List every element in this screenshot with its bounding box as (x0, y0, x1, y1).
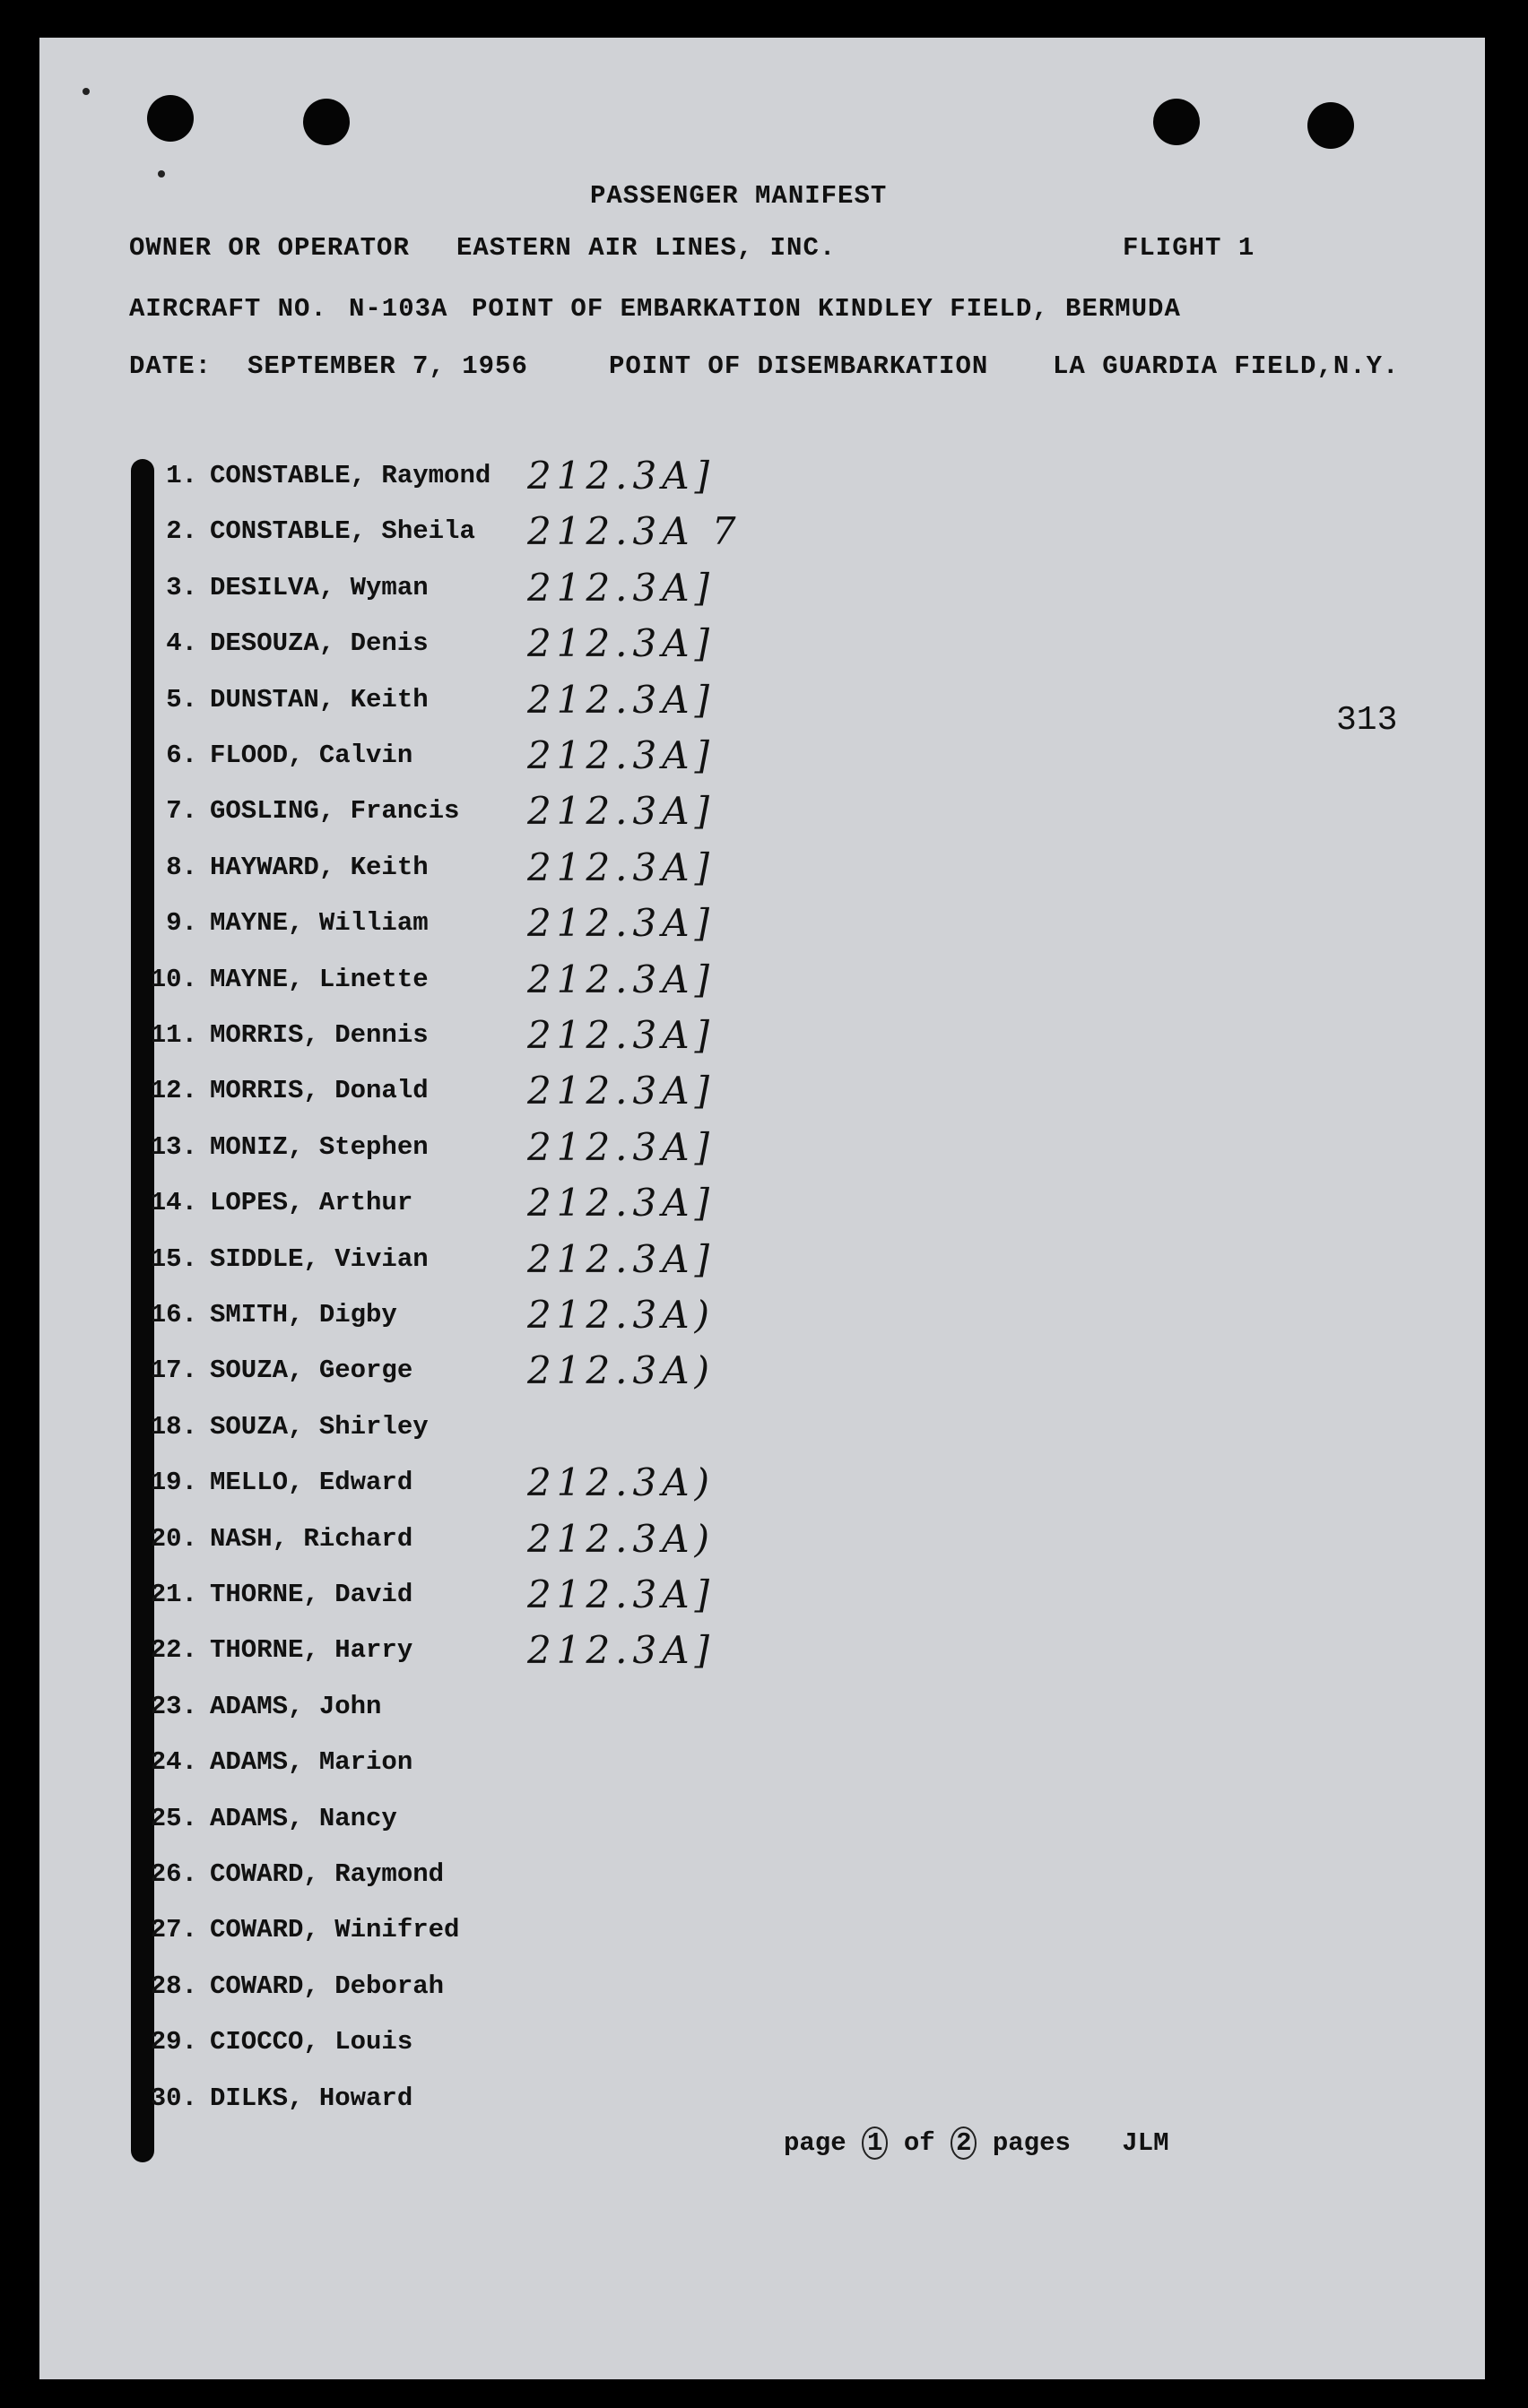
passenger-name: LOPES, Arthur (210, 1188, 413, 1217)
passenger-name: DUNSTAN, Keith (210, 685, 429, 715)
list-item (133, 1517, 715, 1561)
passenger-name: COWARD, Deborah (210, 1971, 445, 2001)
passenger-number: 7. (166, 796, 197, 826)
aircraft-label: AIRCRAFT NO. (129, 294, 327, 324)
passenger-number: 13. (150, 1132, 197, 1162)
passenger-number: 8. (166, 853, 197, 882)
footer-suffix: pages (992, 2128, 1071, 2158)
footer-total: 2 (951, 2126, 977, 2160)
list-item (133, 1348, 715, 1392)
passenger-name: COWARD, Winifred (210, 1915, 460, 1945)
passenger-name: MORRIS, Donald (210, 1076, 429, 1105)
list-item (133, 1628, 715, 1672)
passenger-number: 5. (166, 685, 197, 715)
passenger-number: 17. (150, 1356, 197, 1385)
passenger-number: 10. (150, 965, 197, 994)
handwritten-code: 212.3A] (527, 901, 715, 945)
passenger-name: CIOCCO, Louis (210, 2027, 413, 2057)
passenger-number: 20. (150, 1524, 197, 1554)
list-item (133, 1125, 715, 1169)
passenger-number: 25. (150, 1804, 197, 1833)
passenger-name: COWARD, Raymond (210, 1859, 445, 1889)
disembarkation-label: POINT OF DISEMBARKATION (609, 351, 989, 381)
passenger-name: MAYNE, Linette (210, 965, 429, 994)
passenger-number: 21. (150, 1580, 197, 1609)
handwritten-code: 212.3A] (527, 1628, 715, 1672)
footer-prefix: page (784, 2128, 846, 2158)
ink-speck (158, 170, 165, 178)
passenger-number: 1. (166, 461, 197, 490)
list-item (133, 1859, 444, 1895)
list-item (133, 901, 715, 945)
handwritten-code: 212.3A] (527, 1125, 715, 1169)
passenger-name: CONSTABLE, Sheila (210, 516, 475, 546)
embarkation-value: KINDLEY FIELD, BERMUDA (818, 294, 1181, 324)
passenger-number: 30. (150, 2083, 197, 2113)
passenger-name: SOUZA, George (210, 1356, 413, 1385)
handwritten-code: 212.3A 7 (527, 509, 742, 553)
handwritten-code: 212.3A] (527, 1013, 715, 1057)
list-item (133, 789, 715, 833)
passenger-number: 26. (150, 1859, 197, 1889)
list-item (133, 1013, 715, 1057)
disembarkation-value: LA GUARDIA FIELD,N.Y. (1053, 351, 1400, 381)
list-item (133, 621, 715, 665)
passenger-number: 2. (166, 516, 197, 546)
passenger-number: 15. (150, 1244, 197, 1274)
list-item (133, 1237, 715, 1281)
passenger-name: SIDDLE, Vivian (210, 1244, 429, 1274)
date-value: SEPTEMBER 7, 1956 (247, 351, 528, 381)
list-item (133, 566, 715, 610)
passenger-number: 27. (150, 1915, 197, 1945)
handwritten-code: 212.3A] (527, 957, 715, 1001)
passenger-name: DESOUZA, Denis (210, 628, 429, 658)
passenger-name: SMITH, Digby (210, 1300, 397, 1330)
date-label: DATE: (129, 351, 213, 381)
list-item (133, 1747, 412, 1783)
list-item (133, 509, 742, 553)
owner-label: OWNER OR OPERATOR (129, 233, 410, 263)
manifest-title: PASSENGER MANIFEST (590, 181, 888, 211)
handwritten-code: 212.3A] (527, 566, 715, 610)
passenger-name: DESILVA, Wyman (210, 573, 429, 602)
passenger-number: 16. (150, 1300, 197, 1330)
punch-hole (1153, 99, 1200, 145)
passenger-name: MAYNE, William (210, 908, 429, 938)
passenger-name: ADAMS, John (210, 1692, 382, 1721)
passenger-number: 22. (150, 1635, 197, 1665)
handwritten-code: 212.3A] (527, 1237, 715, 1281)
passenger-number: 29. (150, 2027, 197, 2057)
embarkation-label: POINT OF EMBARKATION (472, 294, 803, 324)
passenger-number: 11. (150, 1020, 197, 1050)
passenger-number: 6. (166, 741, 197, 770)
flight-number: FLIGHT 1 (1123, 233, 1255, 263)
passenger-number: 4. (166, 628, 197, 658)
list-item (133, 1804, 397, 1840)
passenger-name: SOUZA, Shirley (210, 1412, 429, 1442)
passenger-number: 3. (166, 573, 197, 602)
list-item (133, 1572, 715, 1616)
footer-initials: JLM (1122, 2128, 1169, 2158)
footer-page: 1 (862, 2126, 888, 2160)
ink-speck (82, 88, 90, 95)
passenger-name: ADAMS, Nancy (210, 1804, 397, 1833)
list-item (133, 678, 715, 722)
passenger-name: GOSLING, Francis (210, 796, 460, 826)
handwritten-code: 212.3A) (527, 1517, 715, 1561)
list-item (133, 1412, 429, 1448)
passenger-number: 14. (150, 1188, 197, 1217)
stamped-page-number: 313 (1336, 701, 1398, 740)
list-item (133, 1971, 444, 2007)
handwritten-code: 212.3A] (527, 1069, 715, 1113)
passenger-name: DILKS, Howard (210, 2083, 413, 2113)
passenger-number: 23. (150, 1692, 197, 1721)
handwritten-code: 212.3A) (527, 1460, 715, 1504)
passenger-name: MELLO, Edward (210, 1468, 413, 1497)
list-item (133, 1915, 459, 1951)
handwritten-code: 212.3A] (527, 454, 715, 498)
owner-value: EASTERN AIR LINES, INC. (456, 233, 837, 263)
punch-hole (1307, 102, 1354, 149)
passenger-number: 12. (150, 1076, 197, 1105)
footer-of: of (903, 2128, 935, 2158)
passenger-number: 28. (150, 1971, 197, 2001)
passenger-number: 9. (166, 908, 197, 938)
list-item (133, 1293, 715, 1337)
handwritten-code: 212.3A] (527, 678, 715, 722)
handwritten-code: 212.3A) (527, 1293, 715, 1337)
passenger-number: 19. (150, 1468, 197, 1497)
aircraft-value: N-103A (349, 294, 448, 324)
passenger-number: 18. (150, 1412, 197, 1442)
handwritten-code: 212.3A] (527, 621, 715, 665)
list-item (133, 454, 715, 498)
handwritten-code: 212.3A] (527, 845, 715, 889)
passenger-name: ADAMS, Marion (210, 1747, 413, 1777)
list-item (133, 845, 715, 889)
passenger-number: 24. (150, 1747, 197, 1777)
list-item (133, 1460, 715, 1504)
handwritten-code: 212.3A] (527, 1181, 715, 1225)
passenger-name: NASH, Richard (210, 1524, 413, 1554)
passenger-name: THORNE, David (210, 1580, 413, 1609)
passenger-name: MORRIS, Dennis (210, 1020, 429, 1050)
handwritten-code: 212.3A) (527, 1348, 715, 1392)
passenger-name: HAYWARD, Keith (210, 853, 429, 882)
passenger-name: FLOOD, Calvin (210, 741, 413, 770)
list-item (133, 1069, 715, 1113)
list-item (133, 1692, 381, 1728)
page-footer (784, 2126, 1169, 2160)
list-item (133, 733, 715, 777)
list-item (133, 1181, 715, 1225)
punch-hole (147, 95, 194, 142)
passenger-name: THORNE, Harry (210, 1635, 413, 1665)
list-item (133, 2083, 412, 2119)
handwritten-code: 212.3A] (527, 789, 715, 833)
passenger-name: MONIZ, Stephen (210, 1132, 429, 1162)
handwritten-code: 212.3A] (527, 1572, 715, 1616)
punch-hole (303, 99, 350, 145)
list-item (133, 2027, 412, 2063)
handwritten-code: 212.3A] (527, 733, 715, 777)
manifest-sheet (39, 38, 1485, 2379)
passenger-name: CONSTABLE, Raymond (210, 461, 491, 490)
list-item (133, 957, 715, 1001)
